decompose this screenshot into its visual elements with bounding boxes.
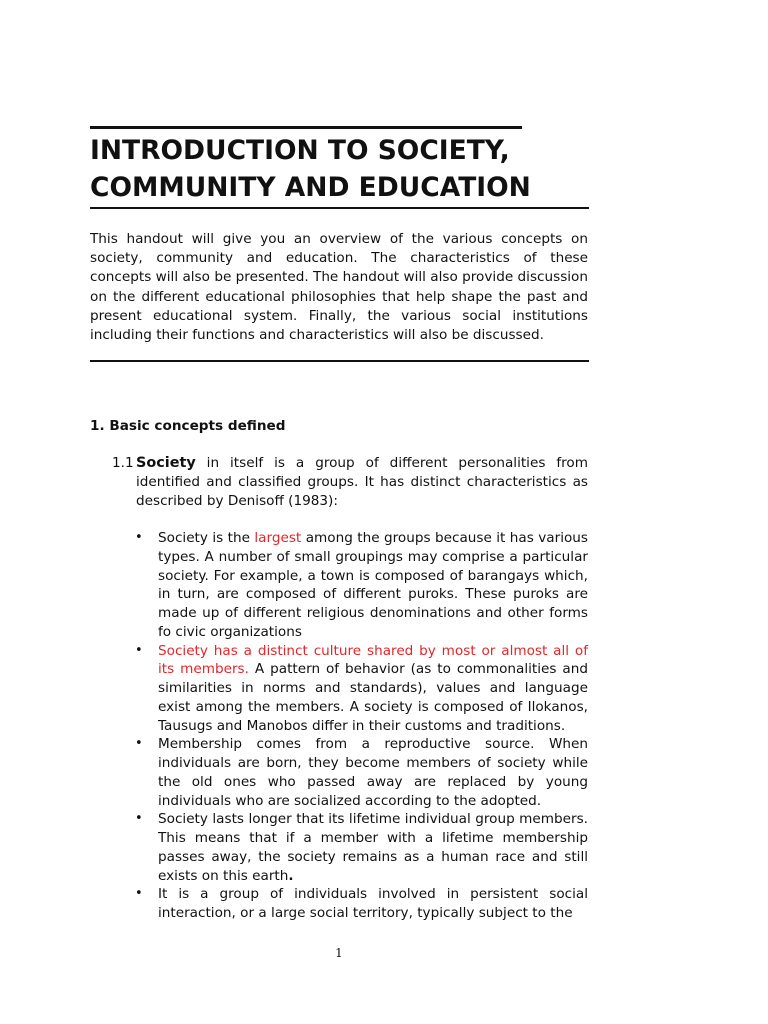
characteristics-list — [135, 529, 588, 923]
bullet-text: Society is the — [158, 530, 255, 546]
highlighted-text: largest — [254, 530, 302, 546]
subsection-term: Society — [136, 455, 196, 471]
bullet-text: among the groups because it has various types. A number of small groupings may comprise a particular society. For example, a town is composed of barangays which, in turn, are composed of different puroks. These puroks are made up of different religious denominations and other forms fo civic organizations — [158, 530, 588, 640]
page-title — [90, 132, 590, 206]
intro-bottom-rule — [90, 360, 589, 362]
subsection-text: in itself is a group of different personalities from identified and classified groups. It has distinct characteristics as described by Denisoff (1983): — [136, 455, 588, 510]
list-item — [135, 735, 588, 810]
list-item — [135, 642, 588, 736]
highlighted-text: Society has a distinct culture shared by most or almost all of its members. — [158, 642, 588, 678]
bullet-text: Society lasts longer that its lifetime individual group members. This means that if a member with a lifetime membership passes away, the society remains as a human race and still exists on this earth — [158, 811, 588, 884]
title-top-rule — [90, 126, 522, 129]
list-item — [135, 885, 588, 923]
bullet-icon: • — [135, 530, 143, 545]
list-item — [135, 529, 588, 642]
title-line-1: INTRODUCTION TO SOCIETY, — [90, 135, 510, 166]
title-line-2: COMMUNITY AND EDUCATION — [90, 172, 531, 203]
intro-paragraph: This handout will give you an overview of the various concepts on society, community and education. The characteristics of these concepts will also be presented. The handout will also provide discussion on the different educational philosophies that help shape the past and present educational system. Finally, the various social institutions including their functions and characteristics will also be discussed. — [90, 231, 588, 344]
bullet-text: It is a group of individuals involved in persistent social interaction, or a large social territory, typically subject to the — [158, 886, 588, 921]
bullet-icon: • — [135, 736, 143, 752]
page-number: 1 — [335, 946, 343, 960]
bullet-icon: • — [135, 886, 143, 902]
title-bottom-rule — [90, 207, 589, 209]
list-item — [135, 810, 588, 885]
subsection-paragraph — [136, 454, 588, 512]
bullet-bold-period: . — [288, 867, 294, 884]
bullet-text: A pattern of behavior (as to commonalities and similarities in norms and standards), values and language exist among the members. A society is composed of Ilokanos, Tausugs and Manobos differ in their customs and traditions. — [158, 661, 588, 734]
bullet-icon: • — [135, 642, 143, 658]
bullet-icon: • — [135, 811, 143, 827]
subsection-number: 1.1 — [112, 455, 134, 471]
section-heading: 1. Basic concepts defined — [90, 418, 286, 434]
bullet-text: Membership comes from a reproductive source. When individuals are born, they become members of society while the old ones who passed away are replaced by young individuals who are socialized according to the adopted. — [158, 736, 588, 809]
